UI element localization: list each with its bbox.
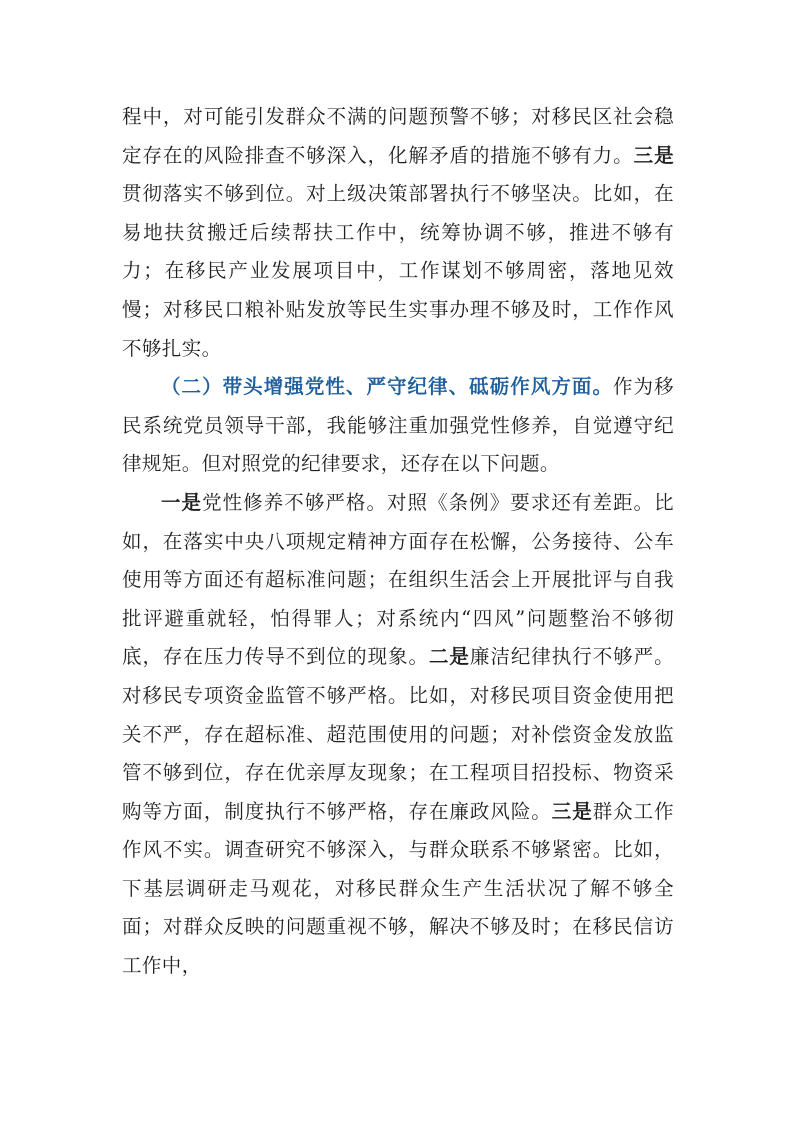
paragraph-text: 群众工作作风不实。调查研究不够深入，与群众联系不够紧密。比如，下基层调研走马观花，对移民群众生产生活状况了解不够全面；对群众反映的问题重视不够，解决不够及时；在移民信访工作中， (122, 799, 674, 978)
section-heading: （二）带头增强党性、严守纪律、砥砺作风方面。 (161, 375, 613, 399)
paragraph-text: 程中，对可能引发群众不满的问题预警不够；对移民区社会稳定存在的风险排查不够深入，化解矛盾的措施不够有力。 (122, 105, 674, 167)
section-intro-text: 作为移民系统党员领导干部，我能够注重加强党性修养，自觉遵守纪律规矩。但对照党的纪律要求，还存在以下问题。 (122, 375, 674, 476)
paragraph-text: 党性修养不够严格。对照《条例》要求还有差距。比如，在落实中央八项规定精神方面存在松懈，公务接待、公车使用等方面还有超标准问题；在组织生活会上开展批评与自我批评避重就轻，怕得罪人；对系统内“四风”问题整治不够彻底，存在压力传导不到位的现象。 (122, 490, 674, 669)
paragraph-lead: 三是 (551, 799, 593, 823)
section-two-paragraph (122, 368, 674, 484)
paragraph-lead: 一是 (161, 490, 203, 514)
paragraph-text: 廉洁纪律执行不够严。对移民专项资金监管不够严格。比如，对移民项目资金使用把关不严，存在超标准、超范围使用的问题；对补偿资金发放监管不够到位，存在优亲厚友现象；在工程项目招投标、物资采购等方面，制度执行不够严格，存在廉政风险。 (122, 645, 674, 823)
problems-paragraph (122, 484, 674, 986)
document-body (122, 98, 674, 986)
paragraph-text: 贯彻落实不够到位。对上级决策部署执行不够坚决。比如，在易地扶贫搬迁后续帮扶工作中，统筹协调不够，推进不够有力；在移民产业发展项目中，工作谋划不够周密，落地见效慢；对移民口粮补贴发放等民生实事办理不够及时，工作作风不够扎实。 (122, 182, 674, 360)
paragraph-continuation (122, 98, 674, 368)
paragraph-lead: 三是 (633, 143, 674, 167)
paragraph-lead: 二是 (428, 645, 470, 669)
